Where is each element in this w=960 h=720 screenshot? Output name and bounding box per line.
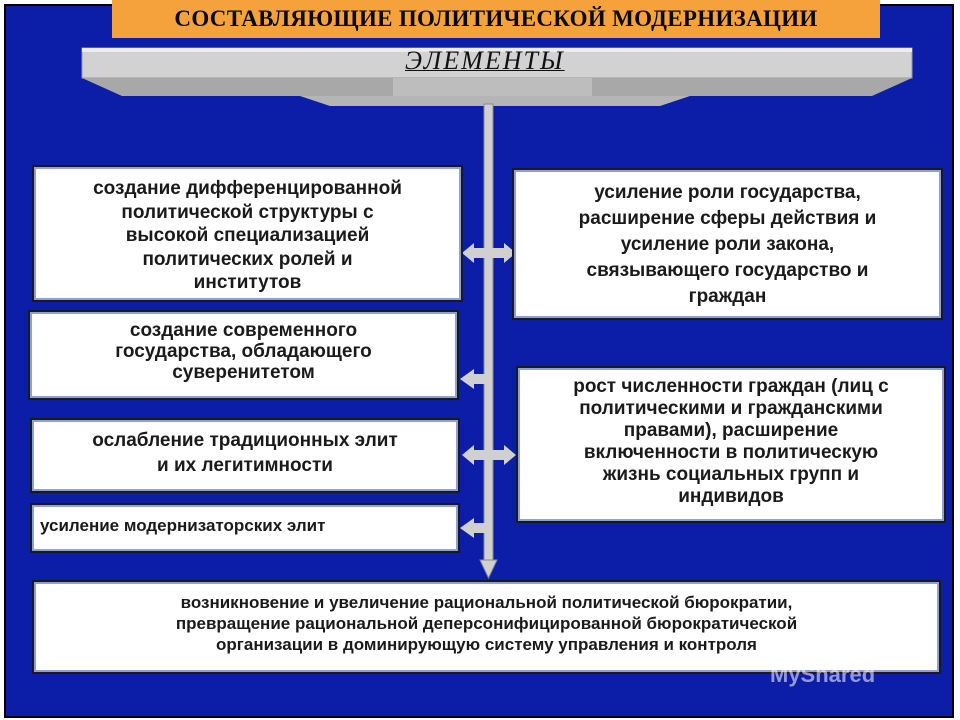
- element-box-differentiated-structure: создание дифференцированной политической структуры с высокой специализацией политических ролей и институтов: [32, 165, 463, 302]
- watermark: MyShared: [770, 662, 876, 687]
- element-box-citizens-growth: рост численности граждан (лиц с политическими и гражданскими правами), расширение включенности в политическую жизнь социальных групп и индивидов: [516, 366, 946, 523]
- element-box-modernizer-elites: усиление модернизаторских элит: [30, 503, 460, 553]
- element-box-bureaucracy: возникновение и увеличение рациональной политической бюрократии, превращение рациональной деперсонифицированной бюрократической организации в доминирующую систему управления и контроля: [32, 580, 941, 674]
- elements-label: ЭЛЕМЕНТЫ: [405, 46, 565, 75]
- page-title: СОСТАВЛЯЮЩИЕ ПОЛИТИЧЕСКОЙ МОДЕРНИЗАЦИИ: [112, 0, 880, 38]
- element-box-state-role: усиление роли государства, расширение сферы действия и усиление роли закона, связывающего государство и граждан: [512, 168, 943, 320]
- element-box-modern-state: создание современного государства, обладающего суверенитетом: [28, 310, 459, 400]
- element-box-traditional-elites: ослабление традиционных элит и их легитимности: [30, 418, 460, 493]
